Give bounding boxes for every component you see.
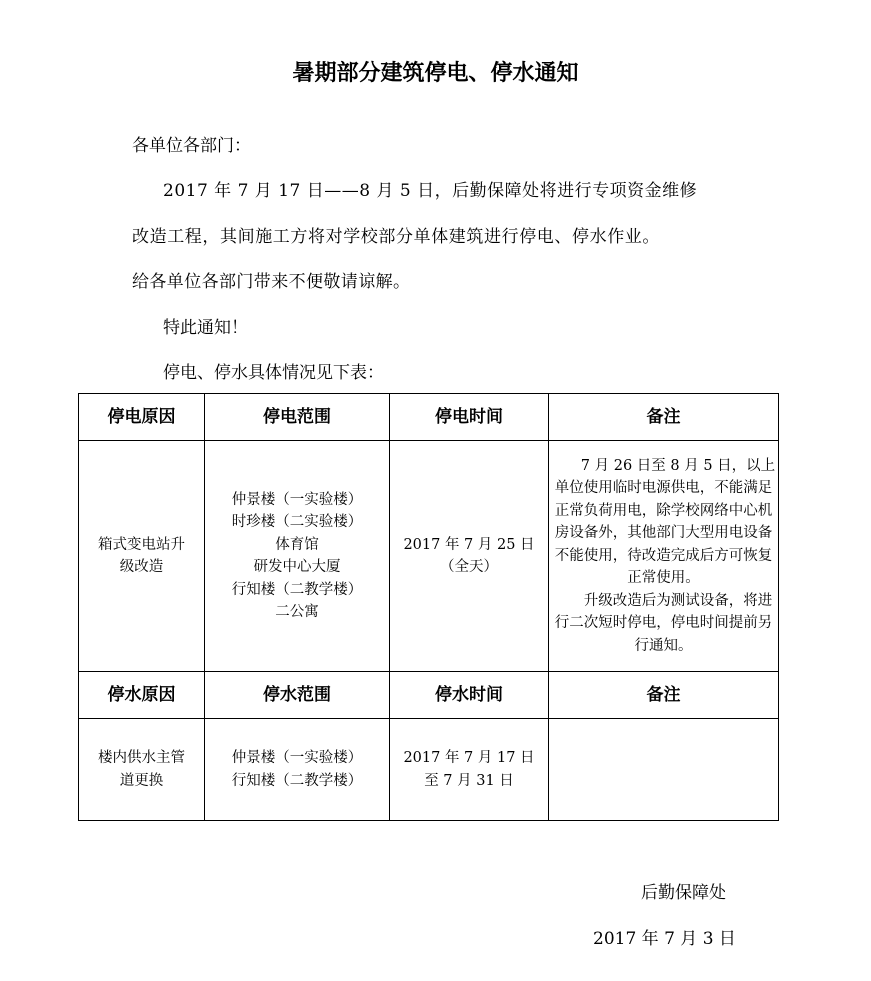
water-scope-line: 行知楼（二教学楼） (231, 772, 363, 789)
water-reason-cell (79, 719, 205, 821)
body-line-2: 改造工程，其间施工方将对学校部分单体建筑进行停电、停水作业。 (132, 227, 660, 247)
header-cell: 停水时间 (390, 672, 549, 719)
greeting: 各单位各部门： (132, 136, 251, 156)
water-time-cell (390, 719, 549, 821)
header-cell: 停电范围 (205, 394, 390, 441)
table-intro: 停电、停水具体情况见下表： (163, 363, 384, 383)
power-remark-para: 7 月 26 日至 8 月 5 日，以上单位使用临时电源供电，不能满足正常负荷用电，除学校网络中心机房设备外，其他部门大型用电设备不能使用，待改造完成后方可恢复正常使用。 (554, 457, 776, 587)
power-remark-para: 升级改造后为测试设备，将进行二次短时停电，停电时间提前另行通知。 (554, 592, 773, 654)
header-cell: 备注 (549, 394, 779, 441)
water-remark-cell (549, 719, 779, 821)
header-cell: 停水原因 (79, 672, 205, 719)
water-reason-line: 道更换 (119, 772, 164, 789)
water-time-line: 2017 年 7 月 17 日 (403, 750, 535, 766)
special-notice: 特此通知！ (163, 318, 248, 338)
body-line-3: 给各单位各部门带来不便敬请谅解。 (132, 272, 411, 292)
signature-date: 2017 年 7 月 3 日 (593, 929, 736, 949)
power-reason-line: 箱式变电站升 (98, 536, 185, 553)
power-scope-line: 二公寓 (275, 604, 319, 620)
power-time-line: 2017 年 7 月 25 日 (403, 536, 535, 553)
power-reason-line: 级改造 (119, 559, 164, 575)
header-cell: 停水范围 (205, 672, 390, 719)
power-scope-line: 体育馆 (275, 536, 319, 553)
power-scope-line: 仲景楼（一实验楼） (231, 491, 363, 508)
power-scope-cell (205, 441, 390, 672)
power-scope-line: 研发中心大厦 (253, 559, 341, 575)
notice-title: 暑期部分建筑停电、停水通知 (292, 60, 579, 86)
water-reason-line: 楼内供水主管 (98, 750, 185, 766)
power-row (79, 441, 779, 672)
power-scope-line: 时珍楼（二实验楼） (231, 514, 363, 530)
outage-table (78, 393, 779, 821)
power-scope-line: 行知楼（二教学楼） (231, 581, 363, 598)
water-scope-line: 仲景楼（一实验楼） (231, 750, 363, 766)
water-time-line: 至 7 月 31 日 (424, 772, 514, 789)
water-scope-cell (205, 719, 390, 821)
power-header-row (79, 394, 779, 441)
header-cell: 停电原因 (79, 394, 205, 441)
power-time-line: （全天） (440, 559, 498, 575)
power-reason-cell (79, 441, 205, 672)
signature-department: 后勤保障处 (641, 883, 726, 903)
power-time-cell (390, 441, 549, 672)
power-remark-cell (549, 441, 779, 672)
water-header-row (79, 672, 779, 719)
header-cell: 停电时间 (390, 394, 549, 441)
water-row (79, 719, 779, 821)
header-cell: 备注 (549, 672, 779, 719)
body-line-1: 2017 年 7 月 17 日——8 月 5 日，后勤保障处将进行专项资金维修 (163, 181, 698, 201)
